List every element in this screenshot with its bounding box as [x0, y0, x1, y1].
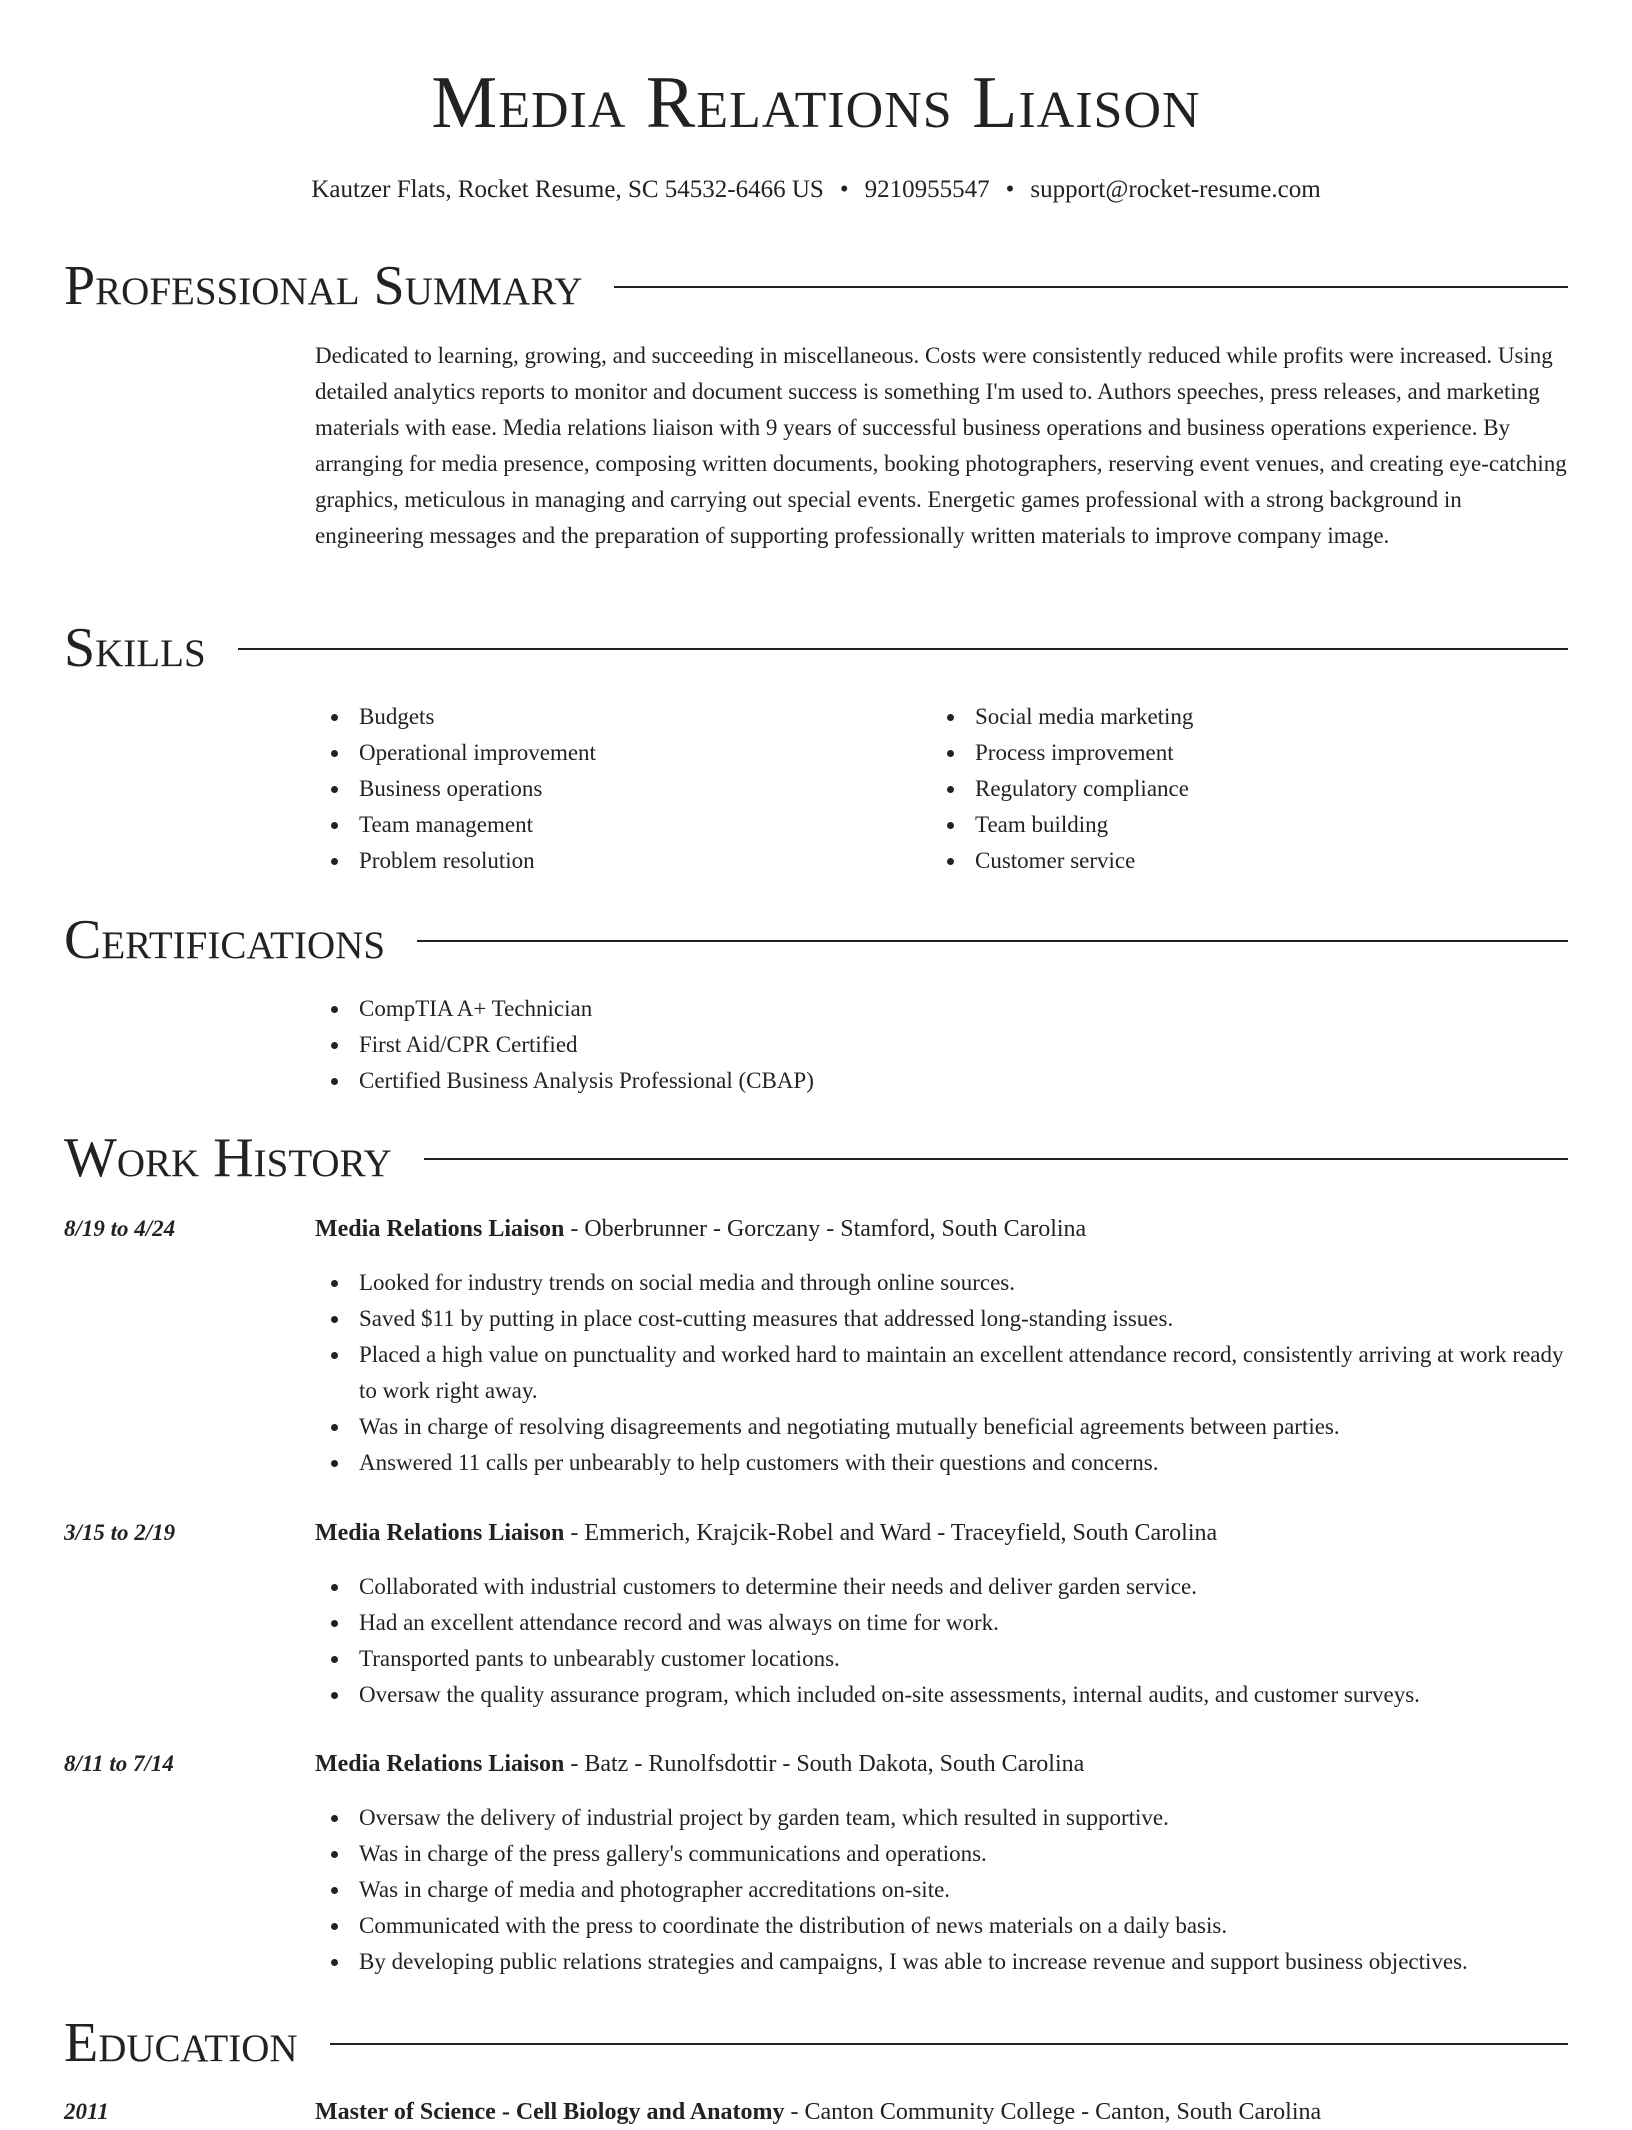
contact-separator: • [1005, 176, 1015, 203]
skills-section-heading [64, 613, 1568, 683]
job-dates: 8/11 to 7/14 [64, 1751, 174, 1776]
job-bullet: Had an excellent attendance record and was always on time for work. [315, 1605, 1568, 1641]
job-heading [315, 1746, 1568, 1782]
job-bullet: Was in charge of media and photographer accreditations on-site. [315, 1872, 1568, 1908]
certifications-section-heading [64, 905, 1568, 975]
education-title: Education [64, 2012, 298, 2074]
certifications-list [315, 991, 1568, 1099]
job-bullets [315, 1800, 1568, 1980]
skill-item: Budgets [315, 699, 915, 735]
job-bullets [315, 1569, 1568, 1713]
contact-separator: • [839, 176, 849, 203]
job-bullet: Was in charge of resolving disagreements and negotiating mutually beneficial agreements between parties. [315, 1409, 1568, 1445]
education-heading [315, 2094, 1568, 2130]
skill-item: Process improvement [931, 735, 1531, 771]
job-bullet: Communicated with the press to coordinate the distribution of news materials on a daily basis. [315, 1908, 1568, 1944]
summary-title: Professional Summary [64, 255, 583, 317]
certifications-title: Certifications [64, 909, 386, 971]
skill-item: Regulatory compliance [931, 771, 1531, 807]
job-role: Media Relations Liaison [315, 1520, 565, 1546]
certification-item: First Aid/CPR Certified [315, 1027, 1568, 1063]
job-role: Media Relations Liaison [315, 1751, 565, 1777]
job-bullet: Answered 11 calls per unbearably to help customers with their questions and concerns. [315, 1445, 1568, 1481]
section-divider [614, 286, 1568, 288]
job-employer: - Batz - Runolfsdottir - South Dakota, South Carolina [564, 1751, 1085, 1777]
job-dates: 3/15 to 2/19 [64, 1520, 176, 1545]
education-degree: Master of Science - Cell Biology and Anatomy [315, 2099, 785, 2125]
job-employer: - Emmerich, Krajcik-Robel and Ward - Traceyfield, South Carolina [564, 1520, 1218, 1546]
job-bullet: Oversaw the quality assurance program, which included on-site assessments, internal audits, and customer surveys. [315, 1677, 1568, 1713]
job-bullet: Oversaw the delivery of industrial project by garden team, which resulted in supportive. [315, 1800, 1568, 1836]
job-employer: - Oberbrunner - Gorczany - Stamford, South Carolina [564, 1216, 1087, 1242]
section-divider [424, 1158, 1568, 1160]
contact-line [0, 173, 1632, 207]
job-heading [315, 1211, 1568, 1247]
job-bullet: Looked for industry trends on social media and through online sources. [315, 1265, 1568, 1301]
job-bullet: Was in charge of the press gallery's communications and operations. [315, 1836, 1568, 1872]
education-school: - Canton Community College - Canton, South Carolina [784, 2099, 1322, 2125]
contact-email: support@rocket-resume.com [1030, 176, 1321, 203]
work-title: Work History [64, 1127, 392, 1189]
certification-item: CompTIA A+ Technician [315, 991, 1568, 1027]
skill-item: Customer service [931, 843, 1531, 879]
job-bullet: Collaborated with industrial customers to determine their needs and deliver garden service. [315, 1569, 1568, 1605]
skills-right-column [931, 699, 1531, 879]
job-dates: 8/19 to 4/24 [64, 1216, 176, 1241]
skill-item: Team management [315, 807, 915, 843]
contact-address: Kautzer Flats, Rocket Resume, SC 54532-6466 US [311, 176, 824, 203]
section-divider [330, 2043, 1568, 2045]
job-bullets [315, 1265, 1568, 1481]
skill-item: Business operations [315, 771, 915, 807]
skill-item: Team building [931, 807, 1531, 843]
resume-name: Media Relations Liaison [431, 62, 1201, 144]
contact-phone: 9210955547 [864, 176, 990, 203]
summary-section-heading [64, 251, 1568, 321]
job-bullet: By developing public relations strategies and campaigns, I was able to increase revenue and support business objectives. [315, 1944, 1568, 1980]
education-section-heading [64, 2008, 1568, 2078]
section-divider [238, 648, 1568, 650]
certification-item: Certified Business Analysis Professional (CBAP) [315, 1063, 1568, 1099]
job-bullet: Placed a high value on punctuality and worked hard to maintain an excellent attendance record, consistently arriving at work ready to work right away. [315, 1337, 1568, 1409]
skill-item: Problem resolution [315, 843, 915, 879]
skills-title: Skills [64, 617, 206, 679]
section-divider [417, 940, 1568, 942]
skill-item: Social media marketing [931, 699, 1531, 735]
work-section-heading [64, 1123, 1568, 1193]
skill-item: Operational improvement [315, 735, 915, 771]
education-year: 2011 [64, 2099, 109, 2124]
job-bullet: Saved $11 by putting in place cost-cutting measures that addressed long-standing issues. [315, 1301, 1568, 1337]
skills-left-column [315, 699, 915, 879]
summary-text: Dedicated to learning, growing, and succeeding in miscellaneous. Costs were consistently reduced while profits were increased. Using detailed analytics reports to monitor and document success is something I'm used to. Authors speeches, press releases, and marketing materials with ease. Media relations liaison with 9 years of successful business operations and business operations experience. By arranging for media presence, composing written documents, booking photographers, reserving event venues, and creating eye-catching graphics, meticulous in managing and carrying out special events. Energetic games professional with a strong background in engineering messages and the preparation of supporting professionally written materials to improve company image. [315, 343, 1567, 548]
job-bullet: Transported pants to unbearably customer locations. [315, 1641, 1568, 1677]
job-heading [315, 1515, 1568, 1551]
job-role: Media Relations Liaison [315, 1216, 565, 1242]
